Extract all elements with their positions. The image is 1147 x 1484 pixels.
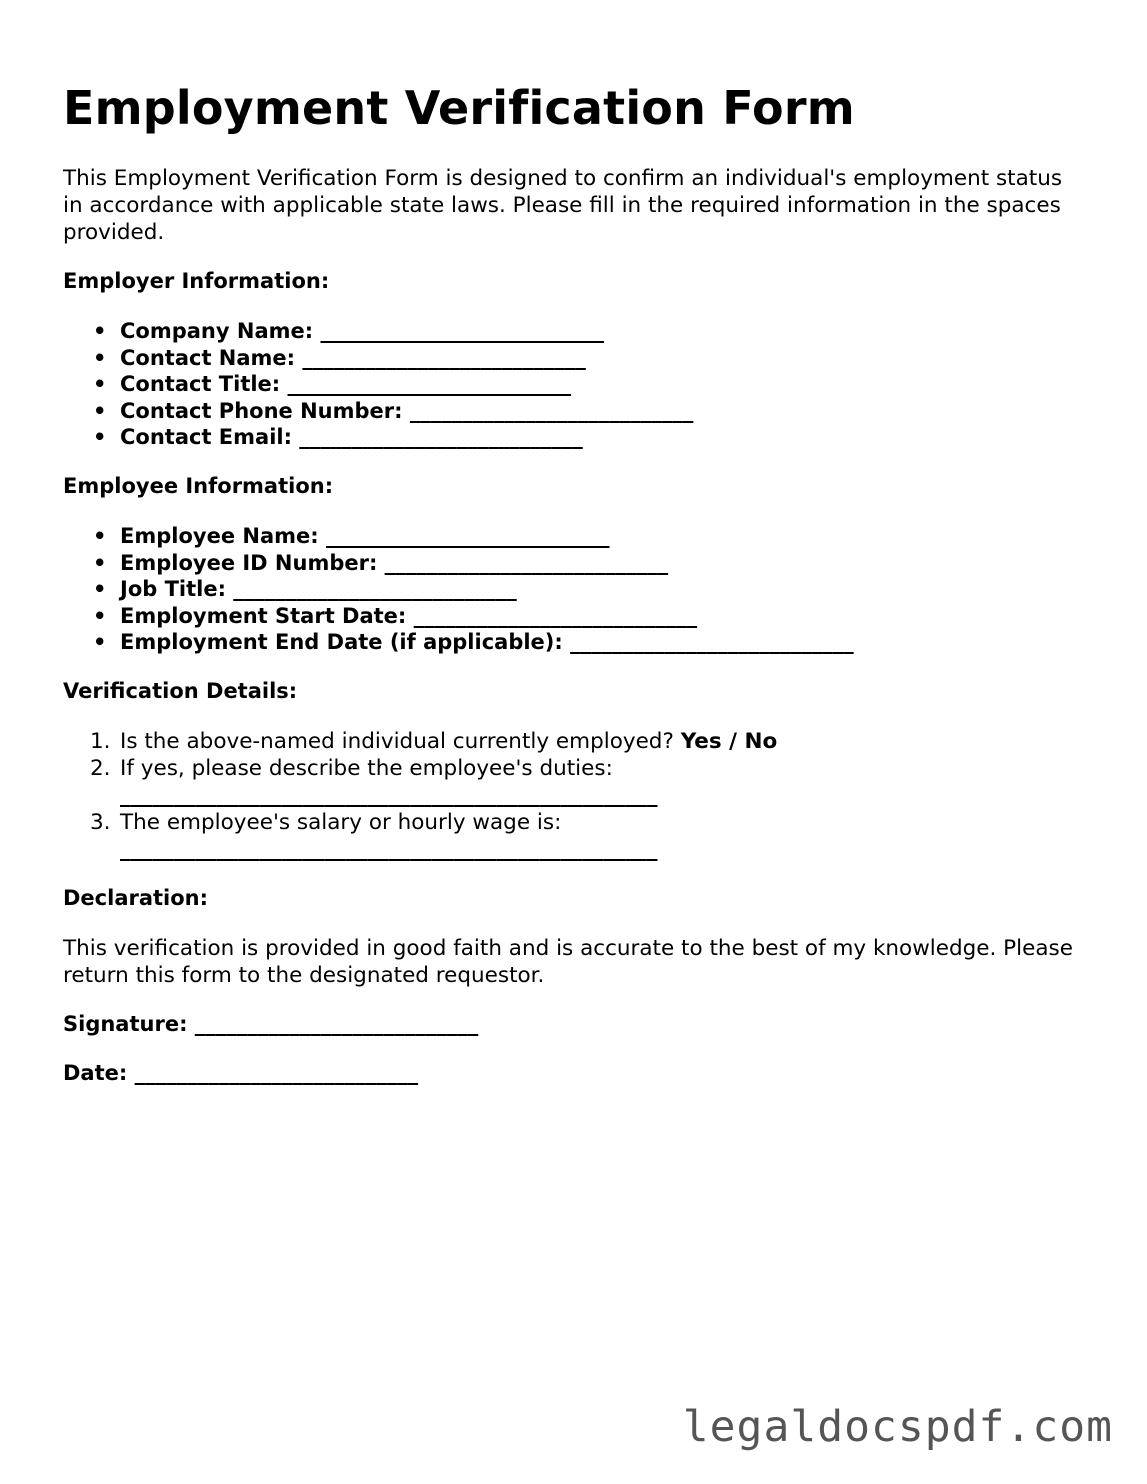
- contact-email-field: Contact Email: ___________________________: [120, 425, 583, 450]
- employed-question: Is the above-named individual currently employed?: [120, 728, 681, 754]
- item-number: 3.: [90, 809, 111, 835]
- list-item: [63, 809, 1083, 863]
- date-field: Date: ___________________________: [63, 1060, 419, 1085]
- list-item: • Employee Name: ___________________________: [93, 523, 610, 548]
- list-item: • Contact Name: ___________________________: [93, 345, 586, 370]
- page-title: Employment Verification Form: [63, 81, 855, 135]
- item-number: 1.: [90, 728, 111, 754]
- contact-phone-field: Contact Phone Number: ___________________________: [120, 398, 694, 423]
- verification-list: [63, 728, 1083, 863]
- declaration-heading: Declaration:: [63, 885, 209, 910]
- employee-id-field: Employee ID Number: ___________________________: [120, 550, 669, 575]
- employer-heading: Employer Information:: [63, 269, 330, 293]
- list-item: • Employee ID Number: ___________________________: [93, 550, 669, 575]
- employer-fields-list: [63, 318, 1083, 451]
- end-date-field: Employment End Date (if applicable): ___________________________: [120, 630, 854, 655]
- salary-answer-line: __________________________________________________: [120, 836, 658, 862]
- yes-no-options: Yes / No: [680, 728, 778, 754]
- company-name-field: Company Name: ___________________________: [120, 319, 604, 343]
- list-item: • Employment End Date (if applicable): ___________________________: [93, 630, 854, 655]
- duties-question: If yes, please describe the employee's duties:: [120, 755, 613, 781]
- employee-heading: Employee Information:: [63, 473, 334, 498]
- contact-name-field: Contact Name: ___________________________: [120, 345, 586, 370]
- signature-field: Signature: ___________________________: [63, 1011, 479, 1036]
- salary-question: The employee's salary or hourly wage is:: [120, 809, 562, 835]
- employee-fields-list: [63, 523, 1083, 656]
- duties-answer-line: __________________________________________________: [120, 782, 658, 808]
- list-item: • Employment Start Date: ___________________________: [93, 603, 698, 628]
- list-item: [63, 755, 1083, 809]
- contact-title-field: Contact Title: ___________________________: [120, 372, 572, 397]
- list-item: • Company Name: ___________________________: [93, 319, 604, 343]
- intro-paragraph: This Employment Verification Form is designed to confirm an individual's employment status in accordance with applicable state laws. Please fill in the required information in the spaces provided.: [63, 166, 1063, 245]
- employee-name-field: Employee Name: ___________________________: [120, 523, 610, 548]
- document-page: [63, 78, 1083, 1109]
- list-item: • Contact Title: ___________________________: [93, 372, 572, 397]
- item-number: 2.: [90, 755, 111, 781]
- declaration-text: This verification is provided in good faith and is accurate to the best of my knowledge. Please return this form to the designated requestor.: [63, 935, 1073, 988]
- list-item: • Job Title: ___________________________: [93, 577, 517, 602]
- list-item: • Contact Email: ___________________________: [93, 425, 583, 450]
- list-item: [63, 728, 1083, 755]
- job-title-field: Job Title: ___________________________: [120, 577, 517, 602]
- watermark: legaldocspdf.com: [682, 1402, 1113, 1452]
- verification-heading: Verification Details:: [63, 678, 298, 703]
- start-date-field: Employment Start Date: ___________________________: [120, 603, 698, 628]
- list-item: • Contact Phone Number: ___________________________: [93, 398, 694, 423]
